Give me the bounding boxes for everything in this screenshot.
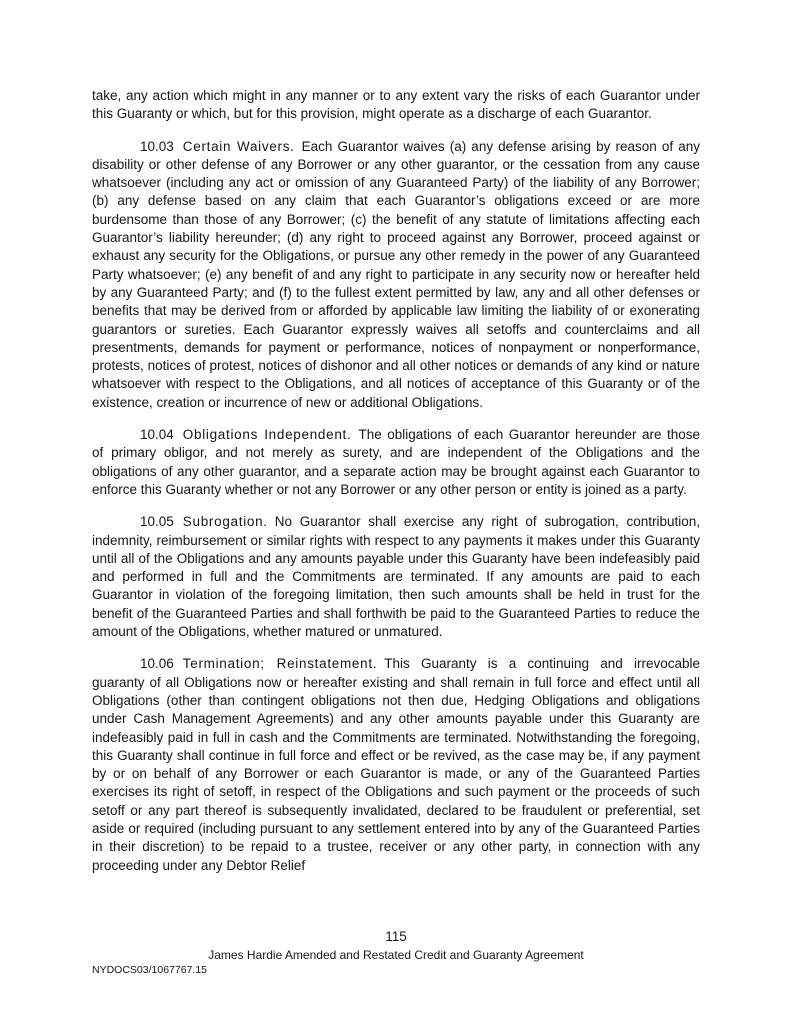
section-10-05 [92, 513, 700, 641]
section-body: This Guaranty is a continuing and irrevocable guaranty of all Obligations now or hereafter existing and shall remain in full force and effect until all Obligations (other than contingent obligations not then due, Hedging Obligations and obligations under Cash Management Agreements) and any other amounts payable under this Guaranty are indefeasibly paid in full in cash and the Commitments are terminated. Notwithstanding the foregoing, this Guaranty shall continue in full force and effect or be revived, as the case may be, if any payment by or on behalf of any Borrower or each Guarantor is made, or any of the Guaranteed Parties exercises its right of setoff, in respect of the Obligations and such payment or the proceeds of such setoff or any part thereof is subsequently invalidated, declared to be fraudulent or preferential, set aside or required (including pursuant to any settlement entered into by any of the Guaranteed Parties in their discretion) to be repaid to a trustee, receiver or any other party, in connection with any proceeding under any Debtor Relief [92, 656, 700, 873]
section-title: Subrogation. [182, 514, 268, 530]
section-10-03 [92, 138, 700, 412]
section-body: Each Guarantor waives (a) any defense arising by reason of any disability or other defense of any Borrower or any other guarantor, or the cessation from any cause whatsoever (including any act or omission of any Guaranteed Party) of the liability of any Borrower; (b) any defense based on any claim that each Guarantor’s obligations exceed or are more burdensome than those of any Borrower; (c) the benefit of any statute of limitations affecting each Guarantor’s liability hereunder; (d) any right to proceed against any Borrower, proceed against or exhaust any security for the Obligations, or pursue any other remedy in the power of any Guaranteed Party whatsoever; (e) any benefit of and any right to participate in any security now or hereafter held by any Guaranteed Party; and (f) to the fullest extent permitted by law, any and all other defenses or benefits that may be derived from or afforded by applicable law limiting the liability of or exonerating guarantors or sureties. Each Guarantor expressly waives all setoffs and counterclaims and all presentments, demands for payment or performance, notices of nonpayment or nonperformance, protests, notices of protest, notices of dishonor and all other notices or demands of any kind or nature whatsoever with respect to the Obligations, and all notices of acceptance of this Guaranty or of the existence, creation or incurrence of new or additional Obligations. [92, 138, 700, 410]
continuation-paragraph: take, any action which might in any manner or to any extent vary the risks of each Guarantor under this Guaranty or which, but for this provision, might operate as a discharge of each Guarantor. [92, 88, 700, 122]
section-number: 10.04 [140, 427, 174, 443]
footer-doc-id: NYDOCS03/1067767.15 [92, 964, 207, 976]
section-title: Termination; Reinstatement. [182, 656, 378, 672]
section-number: 10.06 [140, 656, 174, 672]
section-number: 10.03 [140, 138, 174, 154]
footer-doc-title: James Hardie Amended and Restated Credit and Guaranty Agreement [208, 948, 584, 962]
section-title: Certain Waivers. [182, 138, 295, 154]
page-footer [92, 929, 700, 977]
document-body [92, 87, 700, 875]
section-10-06 [92, 655, 700, 875]
section-title: Obligations Independent. [182, 427, 352, 443]
section-body: The obligations of each Guarantor hereunder are those of primary obligor, and not merely as surety, and are independent of the Obligations and the obligations of any other guarantor, and a separate action may be brought against each Guarantor to enforce this Guaranty whether or not any Borrower or any other person or entity is joined as a party. [92, 427, 701, 497]
page-number: 115 [385, 929, 407, 944]
section-10-04 [92, 426, 700, 499]
section-number: 10.05 [140, 514, 174, 530]
section-body: No Guarantor shall exercise any right of subrogation, contribution, indemnity, reimbursement or similar rights with respect to any payments it makes under this Guaranty until all of the Obligations and any amounts payable under this Guaranty have been indefeasibly paid and performed in full and the Commitments are terminated. If any amounts are paid to each Guarantor in violation of the foregoing limitation, then such amounts shall be held in trust for the benefit of the Guaranteed Parties and shall forthwith be paid to the Guaranteed Parties to reduce the amount of the Obligations, whether matured or unmatured. [92, 514, 700, 640]
